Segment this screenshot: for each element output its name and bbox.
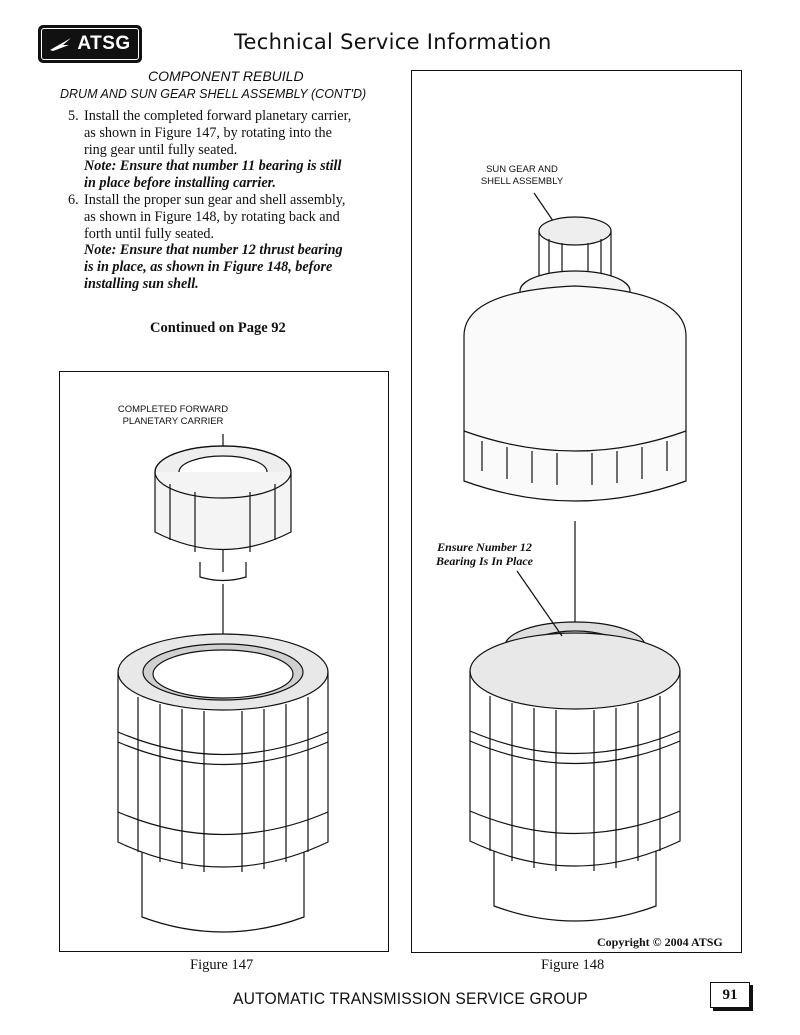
step-line: forth until fully seated. bbox=[84, 225, 215, 242]
step-note-line: Note: Ensure that number 12 thrust bearing bbox=[84, 242, 343, 259]
section-title: COMPONENT REBUILD bbox=[148, 68, 304, 84]
callout-line: SUN GEAR AND bbox=[486, 164, 558, 175]
step-line: Install the proper sun gear and shell assembly, bbox=[84, 191, 346, 208]
step-line: as shown in Figure 148, by rotating back and bbox=[84, 208, 340, 225]
step-line: as shown in Figure 147, by rotating into the bbox=[84, 124, 332, 141]
page-header-title: Technical Service Information bbox=[234, 30, 552, 54]
figure-147-frame bbox=[59, 371, 389, 952]
step-6 bbox=[68, 192, 383, 293]
copyright: Copyright © 2004 ATSG bbox=[597, 935, 723, 949]
callout-line: Bearing Is In Place bbox=[435, 554, 533, 568]
figure-148-frame bbox=[411, 70, 742, 953]
page-number: 91 bbox=[710, 982, 750, 1008]
step-note-line: installing sun shell. bbox=[84, 275, 199, 292]
sun-gear-callout bbox=[472, 164, 572, 187]
wing-icon bbox=[49, 36, 73, 52]
callout-line: COMPLETED FORWARD bbox=[117, 404, 229, 415]
step-number: 5. bbox=[68, 108, 79, 124]
continued-note: Continued on Page 92 bbox=[150, 320, 286, 336]
callout-line: SHELL ASSEMBLY bbox=[480, 175, 564, 187]
carrier-callout bbox=[98, 404, 248, 427]
bearing-callout bbox=[422, 540, 547, 568]
instruction-steps bbox=[68, 108, 383, 293]
figure-147-illustration bbox=[60, 372, 388, 951]
figure-148-caption: Figure 148 bbox=[541, 957, 605, 973]
figure-147-caption: Figure 147 bbox=[190, 957, 254, 973]
figure-148-illustration bbox=[412, 71, 741, 952]
step-line: ring gear until fully seated. bbox=[84, 141, 238, 158]
step-number: 6. bbox=[68, 191, 79, 208]
footer-org: AUTOMATIC TRANSMISSION SERVICE GROUP bbox=[233, 989, 588, 1008]
step-note-line: in place before installing carrier. bbox=[84, 175, 276, 192]
callout-line: PLANETARY CARRIER bbox=[122, 415, 224, 427]
step-line: Install the completed forward planetary carrier, bbox=[84, 108, 352, 124]
step-5 bbox=[68, 108, 383, 192]
section-subtitle: DRUM AND SUN GEAR SHELL ASSEMBLY (CONT'D) bbox=[60, 87, 367, 101]
atsg-logo bbox=[38, 25, 142, 63]
step-note-line: Note: Ensure that number 11 bearing is still bbox=[84, 158, 342, 175]
callout-line: Ensure Number 12 bbox=[437, 540, 532, 554]
step-note-line: is in place, as shown in Figure 148, before bbox=[84, 259, 333, 276]
logo-text: ATSG bbox=[77, 33, 131, 54]
